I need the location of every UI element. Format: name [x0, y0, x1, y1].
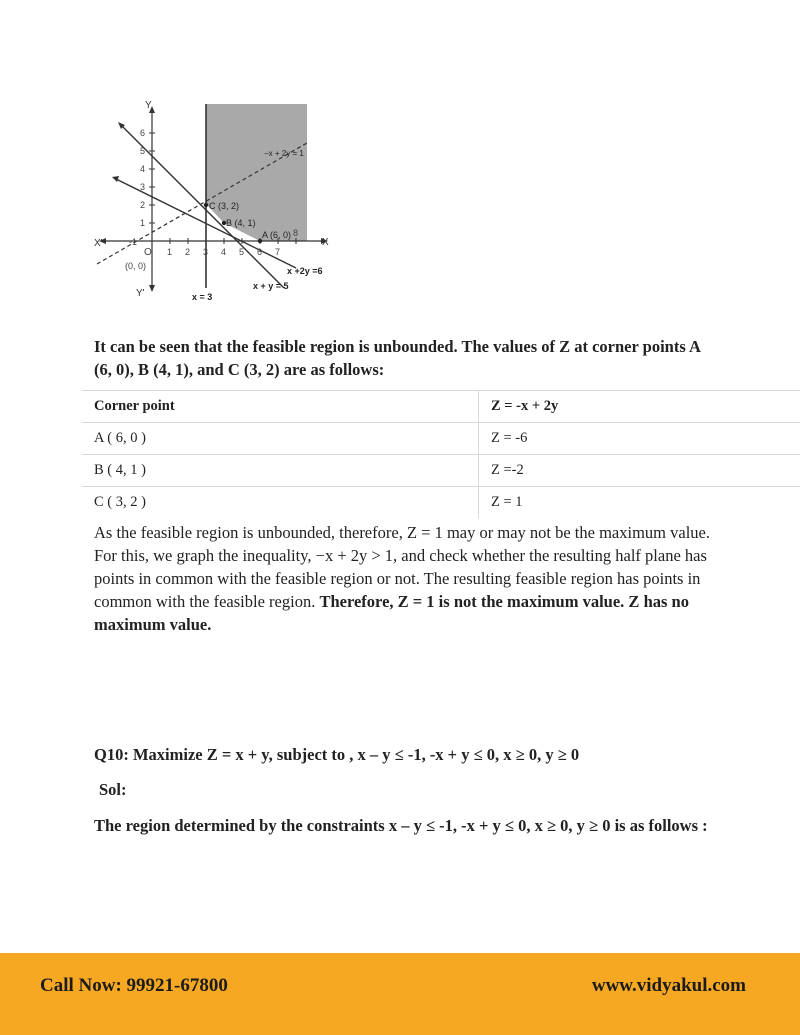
point-c-label: C (3, 2) [209, 201, 240, 211]
explanation-paragraph [94, 521, 734, 636]
y-tick-6: 6 [140, 128, 146, 138]
corner-point-table [82, 390, 800, 518]
x-axis-label: X [322, 237, 329, 248]
footer-banner [0, 953, 800, 1035]
feasible-region-graph [92, 96, 342, 306]
x-tick-4: 4 [221, 247, 227, 257]
point-a-label: A (6, 0) [262, 230, 292, 240]
table-cell-point: C ( 3, 2 ) [82, 487, 479, 519]
explanation-conclusion: Therefore, Z = 1 is not the maximum value. Z has no maximum value. [94, 592, 689, 634]
table-cell-z: Z = -6 [479, 423, 800, 455]
table-row [82, 423, 800, 455]
table-header-row [82, 391, 800, 423]
x-tick-2: 2 [185, 247, 191, 257]
intro-text: It can be seen that the feasible region is unbounded. The values of Z at corner points A (6, 0), B (4, 1), and C (3, 2) are as follows: [94, 337, 700, 379]
y-tick-3: 3 [140, 182, 146, 192]
table-row [82, 455, 800, 487]
website-link[interactable]: www.vidyakul.com [591, 975, 746, 996]
y-tick-2: 2 [140, 200, 146, 210]
y-tick-1: 1 [140, 218, 146, 228]
x-equals-3-label: x = 3 [192, 292, 213, 302]
call-now-text: Call Now: 99921-67800 [40, 975, 228, 996]
y-tick-4: 4 [140, 164, 146, 174]
x-tick-3: 3 [203, 247, 209, 257]
point-c [204, 203, 208, 207]
table-header-corner-point: Corner point [82, 391, 479, 423]
question-q10: Q10: Maximize Z = x + y, subject to , x – y ≤ -1, -x + y ≤ 0, x ≥ 0, y ≥ 0 [94, 745, 580, 764]
x-tick-7: 7 [275, 247, 281, 257]
x-plus-y-5-label: x + y = 5 [253, 281, 289, 291]
neg-one-label: -1 [129, 237, 138, 247]
explanation-text: As the feasible region is unbounded, therefore, Z = 1 may or may not be the maximum value. For this, we graph the inequality, −x + 2y > 1, and check whether the resulting half plane has points in common with the feasible region or not. The resulting feasible region has points in common with the feasible region. [94, 523, 710, 611]
table-header-z-expression: Z = -x + 2y [479, 391, 800, 423]
x-tick-8: 8 [293, 228, 299, 238]
table-cell-z: Z =-2 [479, 455, 800, 487]
x-plus-2y-6-label: x +2y =6 [287, 266, 323, 276]
region-description: The region determined by the constraints x – y ≤ -1, -x + y ≤ 0, x ≥ 0, y ≥ 0 is as follows : [94, 816, 708, 835]
table-cell-point: B ( 4, 1 ) [82, 455, 479, 487]
y-tick-5: 5 [140, 146, 146, 156]
x-tick-6: 6 [257, 247, 263, 257]
x-tick-5: 5 [239, 247, 245, 257]
y-axis-label: Y [145, 100, 152, 111]
y-neg-axis-label: Y' [136, 288, 145, 299]
origin-coordinate: (0, 0) [125, 261, 147, 271]
point-b-label: B (4, 1) [226, 218, 256, 228]
origin-label: O [144, 247, 152, 258]
table-cell-z: Z = 1 [479, 487, 800, 519]
table-row [82, 487, 800, 519]
sol-label: Sol: [99, 780, 127, 799]
table-cell-point: A ( 6, 0 ) [82, 423, 479, 455]
x-tick-1: 1 [167, 247, 173, 257]
dashed-line-label: −x + 2y = 1 [264, 149, 304, 158]
x-neg-axis-label: X' [94, 238, 103, 249]
arrow-x-plus-2y-6 [112, 176, 119, 182]
y-axis-arrow-down [149, 285, 155, 292]
